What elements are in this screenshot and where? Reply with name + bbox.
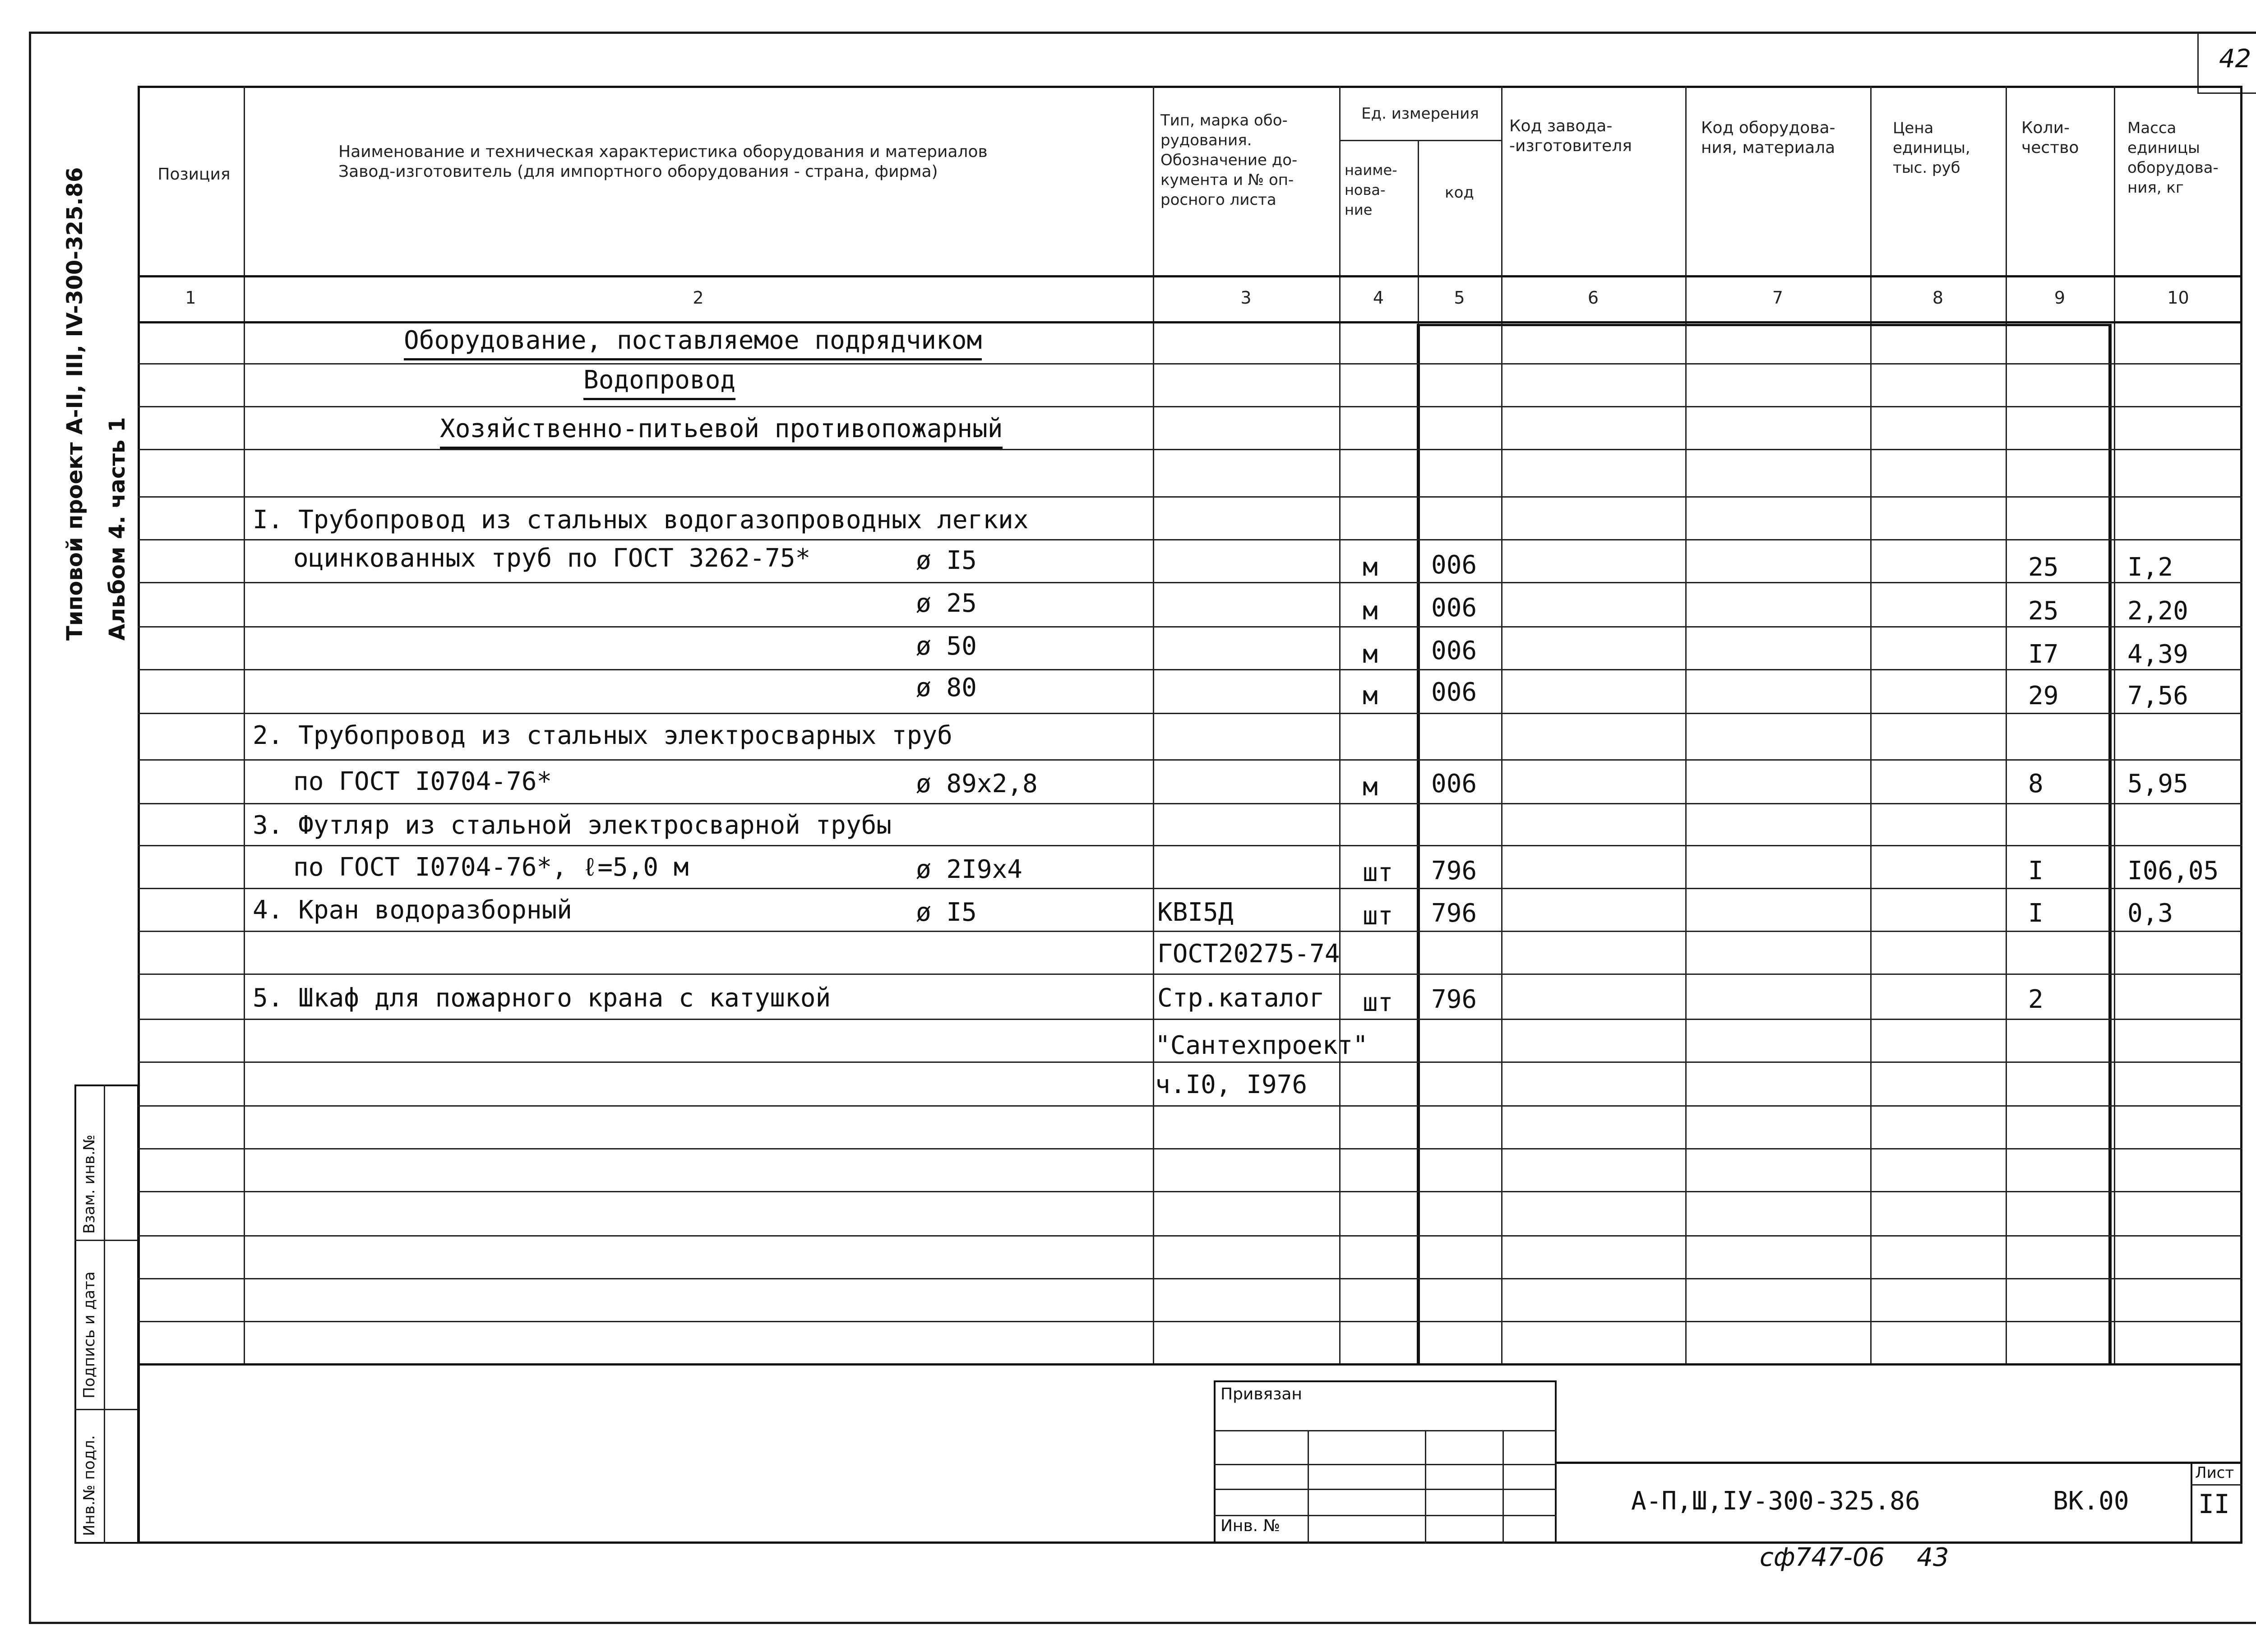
item-1-mass-15: I,2 [2127,553,2173,582]
album-side-label: Альбом 4. часть 1 [105,417,130,641]
item-1-code-50: 006 [1431,636,1477,665]
section-title-water-supply: Водопровод [583,365,735,400]
item-4-code: 796 [1431,899,1477,928]
col-number-6: 6 [1587,288,1599,308]
col-number-4: 4 [1373,288,1384,308]
item-2-code: 006 [1431,769,1477,798]
header-name: Наименование и техническая характеристика оборудования и материалов Завод-изготовитель (для импортного оборудования - страна, фирма) [338,143,988,181]
col-number-1: 1 [185,288,196,308]
header-unit-group: Ед. измерения [1361,105,1479,123]
item-1-name-line2: оцинкованных труб по ГОСТ 3262-75* [293,544,811,573]
inv-podl-label: Инв.№ подл. [80,1435,98,1536]
item-5-type-part: ч.I0, I976 [1155,1070,1308,1099]
header-type: Тип, марка обо- рудования. Обозначение до- кумента и № оп- росного листа [1160,111,1298,209]
item-1-unit-15: м [1363,553,1378,582]
item-1-code-15: 006 [1431,550,1477,580]
item-4-mass: 0,3 [2127,899,2173,928]
item-3-qty: I [2028,856,2043,886]
item-1-qty-15: 25 [2028,553,2059,582]
item-1-unit-25: м [1363,596,1378,626]
item-4-type: КВI5Д [1157,898,1234,927]
item-2-name-line1: 2. Трубопровод из стальных электросварных труб [253,721,952,750]
drawing-mark: ВК.00 [2053,1486,2129,1516]
header-factory-code: Код завода- -изготовителя [1509,117,1632,155]
item-5-unit: шт [1363,988,1393,1017]
item-1-code-80: 006 [1431,678,1477,707]
item-1-qty-25: 25 [2028,596,2059,626]
item-2-qty: 8 [2028,769,2043,798]
header-quantity: Коли- чество [2021,119,2079,157]
item-3-mass: I06,05 [2127,856,2219,886]
item-1-unit-50: м [1363,640,1378,669]
col-number-2: 2 [693,288,704,308]
vzam-inv-label: Взам. инв.№ [80,1134,98,1234]
item-1-unit-80: м [1363,681,1378,711]
highlight-block [1417,324,2112,1365]
item-2-name-line2: по ГОСТ I0704-76* [293,767,552,796]
item-1-dim-25: ø 25 [916,589,977,618]
header-position: Позиция [157,165,231,184]
item-4-unit: шт [1363,901,1393,931]
inv-no-label: Инв. № [1220,1517,1281,1535]
project-side-label: Типовой проект А-II, III, IV-300-325.86 [62,167,88,641]
header-unit-mass: Масса единицы оборудова- ния, кг [2127,119,2219,197]
item-5-name: 5. Шкаф для пожарного крана с катушкой [253,983,831,1013]
item-1-dim-80: ø 80 [916,673,977,702]
col-number-7: 7 [1772,288,1784,308]
header-equipment-code: Код оборудова- ния, материала [1701,119,1835,157]
page-number: 42 [2219,44,2251,74]
item-1-name-line1: I. Трубопровод из стальных водогазопроводных легких [253,505,1029,535]
section-title-equipment: Оборудование, поставляемое подрядчиком [404,326,982,360]
item-1-mass-25: 2,20 [2127,596,2188,626]
item-1-mass-50: 4,39 [2127,640,2188,669]
signature-date-label: Подпись и дата [80,1271,98,1398]
item-2-unit: м [1363,772,1378,802]
item-5-code: 796 [1431,985,1477,1014]
footer-handwritten-code: сф747-06 43 [1760,1543,1949,1572]
item-1-qty-50: I7 [2028,640,2059,669]
col-number-9: 9 [2054,288,2066,308]
item-5-type: Стр.каталог [1157,983,1325,1013]
item-3-name-line2: по ГОСТ I0704-76*, ℓ=5,0 м [293,853,689,882]
item-4-name: 4. Кран водоразборный [253,895,573,925]
item-5-type-catalog: "Сантехпроект" [1155,1031,1368,1060]
item-3-dim: ø 2I9x4 [916,855,1023,884]
item-4-type-standard: ГОСТ20275-74 [1157,939,1340,969]
col-number-3: 3 [1240,288,1252,308]
item-4-dim: ø I5 [916,898,977,927]
item-1-qty-80: 29 [2028,681,2059,711]
section-title-drinking-fire: Хозяйственно-питьевой противопожарный [440,414,1003,449]
item-3-code: 796 [1431,856,1477,886]
col-number-5: 5 [1454,288,1465,308]
item-1-mass-80: 7,56 [2127,681,2188,711]
item-4-qty: I [2028,899,2043,928]
item-2-dim: ø 89x2,8 [916,769,1038,798]
item-3-name-line1: 3. Футляр из стальной электросварной трубы [253,811,892,840]
item-3-unit: шт [1363,858,1393,887]
item-1-dim-15: ø I5 [916,546,977,575]
drawing-designation: А-П,Ш,IУ-300-325.86 [1631,1486,1920,1516]
sheet-number: II [2198,1489,2230,1519]
item-1-dim-50: ø 50 [916,632,977,661]
header-unit-price: Цена единицы, тыс. руб [1893,119,1970,177]
header-unit-name: наиме- нова- ние [1345,162,1397,218]
col-number-8: 8 [1932,288,1944,308]
sheet-label: Лист [2195,1464,2234,1482]
header-unit-code: код [1445,184,1474,202]
privyazan-label: Привязан [1220,1385,1302,1403]
item-5-qty: 2 [2028,985,2043,1014]
item-2-mass: 5,95 [2127,769,2188,798]
col-number-10: 10 [2167,288,2189,308]
item-1-code-25: 006 [1431,593,1477,623]
